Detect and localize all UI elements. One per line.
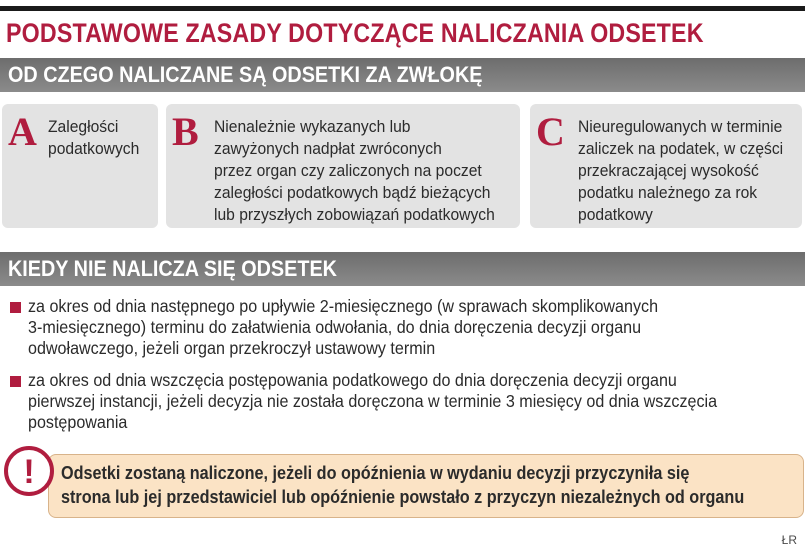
notice-box	[48, 454, 804, 518]
top-rule	[0, 6, 805, 11]
list-item-text: za okres od dnia wszczęcia postępowania podatkowego do dnia doręczenia decyzji organu pierwszej instancji, jeżeli decyzja nie została doręczona w terminie 3 miesięcy od dnia wszczęcia postępowania	[28, 370, 718, 432]
card-text-a: Zaległości podatkowych	[48, 117, 140, 158]
bullet-square-icon	[10, 376, 21, 387]
notice-text: Odsetki zostaną naliczone, jeżeli do opóźnienia w wydaniu decyzji przyczyniła się strona lub jej przedstawiciel lub opóźnienie powstało z przyczyn niezależnych od organu	[61, 463, 745, 507]
card-letter-a: A	[8, 109, 37, 154]
card-c	[530, 104, 802, 228]
card-letter-c: C	[536, 109, 565, 154]
bullet-square-icon	[10, 302, 21, 313]
section-heading-interest-basis: OD CZEGO NALICZANE SĄ ODSETKI ZA ZWŁOKĘ	[8, 62, 483, 87]
card-b	[166, 104, 520, 228]
card-a	[2, 104, 158, 228]
page-title: PODSTAWOWE ZASADY DOTYCZĄCE NALICZANIA ODSETEK	[6, 18, 704, 48]
author-credit: ŁR	[781, 533, 797, 547]
section-heading-no-interest: KIEDY NIE NALICZA SIĘ ODSETEK	[8, 256, 337, 281]
card-text-c: Nieuregulowanych w terminie zaliczek na podatek, w części przekraczającej wysokość podatku należnego za rok podatkowy	[578, 117, 784, 224]
section-heading-bar-no-interest	[0, 252, 805, 286]
exclamation-icon	[4, 446, 54, 496]
card-letter-b: B	[172, 109, 199, 154]
list-item-text: za okres od dnia następnego po upływie 2-miesięcznego (w sprawach skomplikowanych 3-miesięcznego) terminu do załatwienia odwołania, do dnia doręczenia decyzji organu odwoławczego, jeżeli organ przekroczył ustawowy termin	[28, 296, 659, 358]
card-text-b: Nienależnie wykazanych lub zawyżonych nadpłat zwróconych przez organ czy zaliczonych na poczet zaległości podatkowych bądź bieżących lub przyszłych zobowiązań podatkowych	[214, 117, 495, 224]
exclamation-mark: !	[23, 453, 35, 491]
section-heading-bar-interest-basis	[0, 58, 805, 92]
